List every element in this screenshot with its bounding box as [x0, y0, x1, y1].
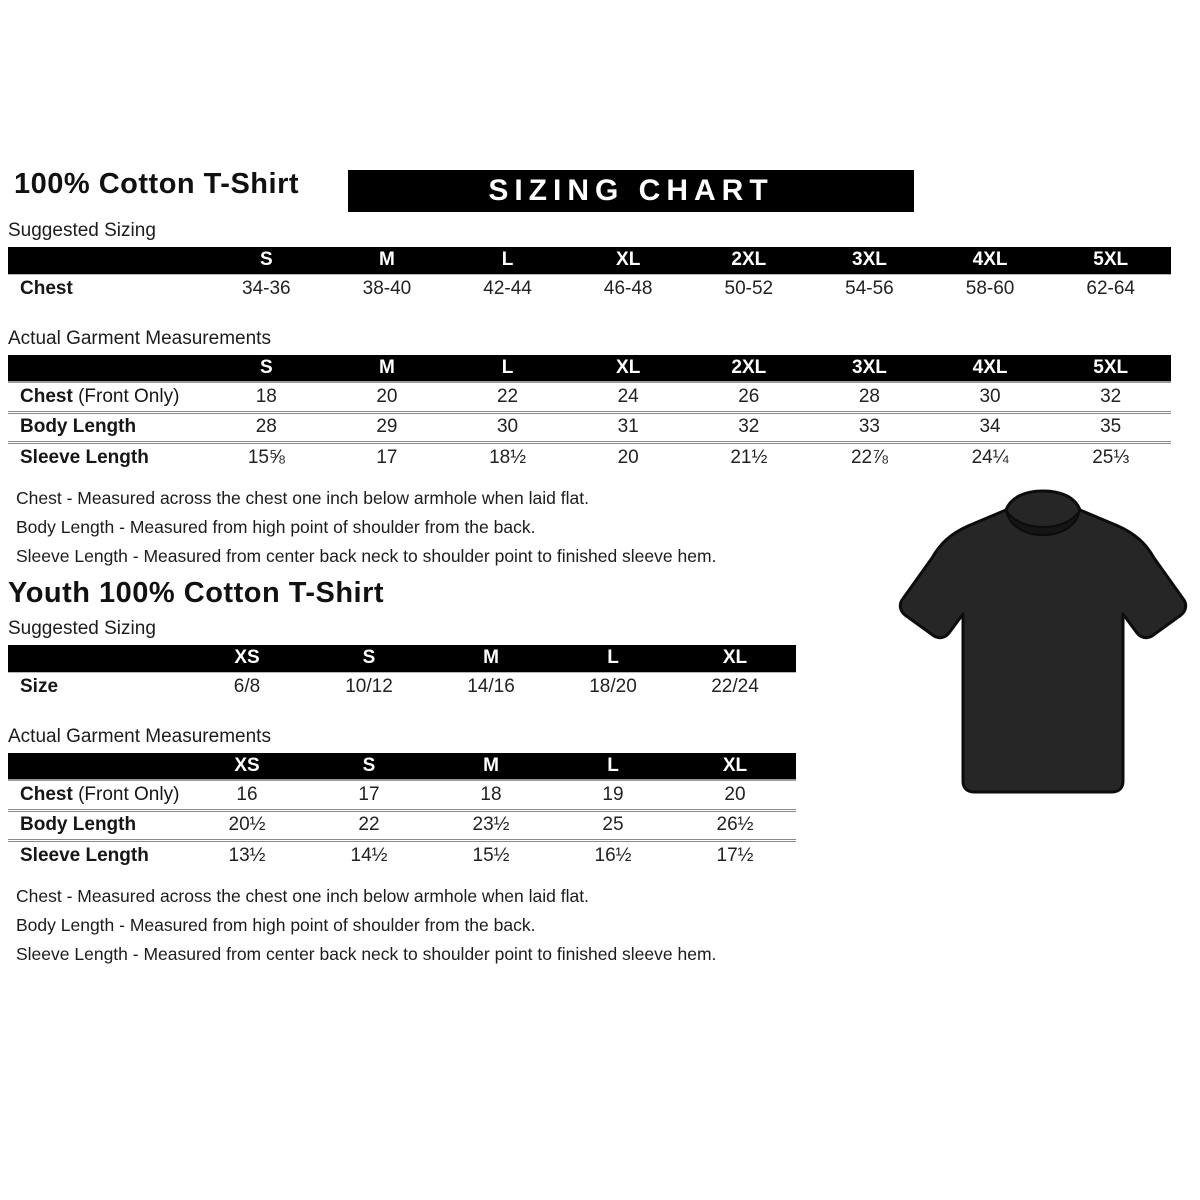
- table-row: [8, 672, 796, 702]
- black-tshirt-image: [893, 484, 1193, 816]
- size-column-header: S: [308, 645, 430, 672]
- value-cell: 16½: [594, 844, 632, 866]
- value-cell: 17: [308, 780, 430, 810]
- value-cell: 50-52: [724, 278, 774, 300]
- corner-cell: [8, 753, 186, 780]
- corner-cell: [8, 247, 206, 274]
- value-cell: 14½: [350, 844, 388, 866]
- table-row: [8, 274, 1171, 304]
- measurement-note: Chest - Measured across the chest one inch below armhole when laid flat.: [16, 488, 589, 508]
- value-cell: 29: [327, 412, 448, 442]
- size-column-header: M: [430, 753, 552, 780]
- value-cell: 58-60: [965, 278, 1015, 300]
- adult-suggested-label: Suggested Sizing: [8, 220, 156, 241]
- row-label: Sleeve Length: [20, 446, 149, 468]
- size-column-header: S: [206, 355, 327, 382]
- row-label: Body Length: [8, 412, 206, 442]
- value-cell: 18: [430, 780, 552, 810]
- value-cell: 10/12: [345, 676, 393, 698]
- value-cell: 22/24: [711, 676, 759, 698]
- size-column-header: 3XL: [809, 355, 930, 382]
- size-column-header: XL: [568, 247, 689, 274]
- measurement-note: Chest - Measured across the chest one inch below armhole when laid flat.: [16, 886, 589, 906]
- value-cell: 18: [206, 382, 327, 412]
- value-cell: 20: [617, 446, 639, 468]
- sizing-table: [8, 753, 796, 870]
- adult-actual-table: [8, 355, 1174, 472]
- sizing-table: [8, 247, 1171, 304]
- header-row: [8, 355, 1171, 382]
- value-cell: 6/8: [233, 676, 261, 698]
- value-cell: 31: [568, 412, 689, 442]
- value-cell: 20½: [186, 810, 308, 840]
- row-label: Body Length: [8, 810, 186, 840]
- value-cell: 20: [674, 780, 796, 810]
- row-label: Chest (Front Only): [8, 382, 206, 412]
- header-row: [8, 753, 796, 780]
- value-cell: 30: [447, 412, 568, 442]
- value-cell: 54-56: [845, 278, 894, 300]
- size-column-header: M: [430, 645, 552, 672]
- table-row: [8, 810, 796, 840]
- value-cell: 26: [689, 382, 810, 412]
- measurement-note: Sleeve Length - Measured from center back neck to shoulder point to finished sleeve hem.: [16, 944, 717, 964]
- measurement-note: Body Length - Measured from high point of shoulder from the back.: [16, 915, 536, 935]
- row-label: Chest (Front Only): [8, 780, 186, 810]
- value-cell: 17: [376, 446, 398, 468]
- value-cell: 46-48: [603, 278, 653, 300]
- value-cell: 15⅝: [247, 446, 285, 468]
- header-row: [8, 645, 796, 672]
- table-row: [8, 780, 796, 810]
- top-row: [8, 164, 1174, 212]
- value-cell: 24¼: [971, 446, 1009, 468]
- value-cell: 18/20: [589, 676, 637, 698]
- value-cell: 18½: [489, 446, 527, 468]
- measurement-note: Body Length - Measured from high point of shoulder from the back.: [16, 517, 536, 537]
- value-cell: 24: [568, 382, 689, 412]
- table-row: [8, 412, 1171, 442]
- value-cell: 15½: [472, 844, 510, 866]
- value-cell: 38-40: [362, 278, 412, 300]
- size-column-header: M: [327, 247, 448, 274]
- value-cell: 32: [1050, 382, 1171, 412]
- size-column-header: L: [552, 753, 674, 780]
- value-cell: 22: [447, 382, 568, 412]
- sizing-chart-banner: SIZING CHART: [348, 170, 914, 212]
- youth-actual-label: Actual Garment Measurements: [8, 726, 271, 747]
- size-column-header: XS: [186, 645, 308, 672]
- value-cell: 21½: [730, 446, 768, 468]
- value-cell: 33: [809, 412, 930, 442]
- table-row: [8, 382, 1171, 412]
- value-cell: 17½: [716, 844, 754, 866]
- row-label: Size: [20, 676, 59, 698]
- corner-cell: [8, 355, 206, 382]
- size-column-header: S: [308, 753, 430, 780]
- size-column-header: 3XL: [809, 247, 930, 274]
- size-column-header: L: [447, 247, 568, 274]
- header-row: [8, 247, 1171, 274]
- value-cell: 34-36: [242, 278, 291, 300]
- size-column-header: XL: [674, 753, 796, 780]
- value-cell: 14/16: [467, 676, 515, 698]
- adult-actual-label: Actual Garment Measurements: [8, 328, 271, 349]
- value-cell: 35: [1050, 412, 1171, 442]
- adult-heading: 100% Cotton T-Shirt: [14, 168, 300, 200]
- size-column-header: XS: [186, 753, 308, 780]
- size-column-header: 5XL: [1050, 355, 1171, 382]
- sizing-table: [8, 355, 1171, 472]
- value-cell: 30: [930, 382, 1051, 412]
- value-cell: 34: [930, 412, 1051, 442]
- size-column-header: L: [552, 645, 674, 672]
- value-cell: 20: [327, 382, 448, 412]
- tshirt-body-shape: [900, 491, 1185, 792]
- size-column-header: XL: [674, 645, 796, 672]
- table-row: [8, 442, 1171, 472]
- black-tshirt-graphic: [893, 484, 1193, 816]
- table-row: [8, 840, 796, 870]
- value-cell: 25: [552, 810, 674, 840]
- size-column-header: S: [206, 247, 327, 274]
- youth-notes: [8, 882, 1174, 969]
- size-column-header: L: [447, 355, 568, 382]
- value-cell: 22⅞: [850, 446, 888, 468]
- row-label: Sleeve Length: [20, 844, 149, 866]
- value-cell: 28: [809, 382, 930, 412]
- value-cell: 42-44: [483, 278, 532, 300]
- size-column-header: 4XL: [930, 355, 1051, 382]
- size-column-header: XL: [568, 355, 689, 382]
- value-cell: 26½: [674, 810, 796, 840]
- row-label: Chest: [20, 278, 73, 300]
- adult-suggested-table: [8, 247, 1174, 304]
- size-column-header: 5XL: [1050, 247, 1171, 274]
- value-cell: 23½: [430, 810, 552, 840]
- corner-cell: [8, 645, 186, 672]
- size-column-header: 4XL: [930, 247, 1051, 274]
- value-cell: 13½: [228, 844, 266, 866]
- youth-suggested-label: Suggested Sizing: [8, 618, 156, 639]
- size-column-header: 2XL: [689, 247, 810, 274]
- sizing-table: [8, 645, 796, 702]
- value-cell: 16: [186, 780, 308, 810]
- value-cell: 62-64: [1086, 278, 1135, 300]
- value-cell: 19: [552, 780, 674, 810]
- size-column-header: M: [327, 355, 448, 382]
- value-cell: 25⅓: [1092, 446, 1130, 468]
- value-cell: 22: [308, 810, 430, 840]
- value-cell: 32: [689, 412, 810, 442]
- size-column-header: 2XL: [689, 355, 810, 382]
- value-cell: 28: [206, 412, 327, 442]
- youth-heading: Youth 100% Cotton T-Shirt: [8, 577, 385, 609]
- measurement-note: Sleeve Length - Measured from center back neck to shoulder point to finished sleeve hem.: [16, 546, 717, 566]
